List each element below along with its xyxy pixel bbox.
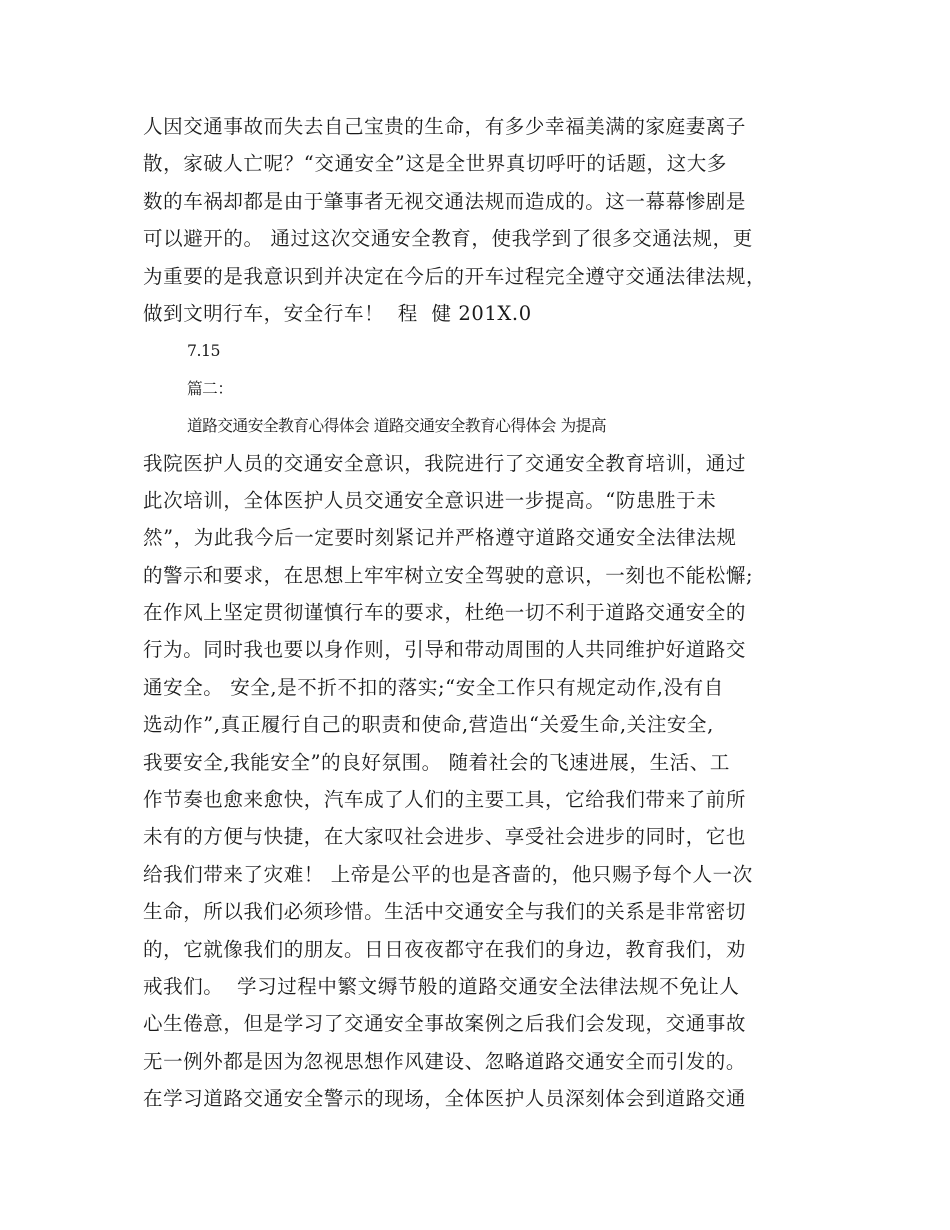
text-line: 此次培训，全体医护人员交通安全意识进一步提高。“防患胜于未	[143, 488, 717, 512]
text-line: 的警示和要求，在思想上牢牢树立安全驾驶的意识，一刻也不能松懈;	[143, 563, 754, 587]
text-line: 生命，所以我们必须珍惜。生活中交通安全与我们的关系是非常密切	[143, 900, 747, 924]
text-line: 篇二：	[187, 378, 233, 398]
text-line: 在学习道路交通安全警示的现场，全体医护人员深刻体会到道路交通	[143, 1087, 747, 1111]
text-line: 散，家破人亡呢？“交通安全”这是全世界真切呼吁的话题，这大多	[143, 152, 727, 176]
text-line: 为重要的是我意识到并决定在今后的开车过程完全遵守交通法律法规，	[143, 264, 767, 288]
text-line: 给我们带来了灾难！ 上帝是公平的也是吝啬的，他只赐予每个人一次	[143, 862, 753, 886]
text-line: 然”，为此我今后一定要时刻紧记并严格遵守道路交通安全法律法规	[143, 526, 737, 550]
text-line: 7.15	[187, 341, 220, 361]
text-line: 道路交通安全教育心得体会 道路交通安全教育心得体会 为提高	[187, 416, 607, 436]
text-line: 的，它就像我们的朋友。日日夜夜都守在我们的身边，教育我们，劝	[143, 937, 747, 961]
text-line: 在作风上坚定贯彻谨慎行车的要求，杜绝一切不利于道路交通安全的	[143, 601, 747, 625]
text-line: 人因交通事故而失去自己宝贵的生命，有多少幸福美满的家庭妻离子	[143, 115, 747, 138]
text-line: 数的车祸却都是由于肇事者无视交通法规而造成的。这一幕幕惨剧是	[143, 189, 747, 213]
text-line: 心生倦意，但是学习了交通安全事故案例之后我们会发现，交通事故	[143, 1012, 747, 1036]
text-line: 选动作”,真正履行自己的职责和使命,营造出“关爱生命,关注安全,	[143, 713, 714, 737]
text-line: 戒我们。 学习过程中繁文缛节般的道路交通安全法律法规不免让人	[143, 974, 740, 998]
text-line: 我院医护人员的交通安全意识，我院进行了交通安全教育培训，通过	[143, 451, 747, 475]
text-line: 我要安全,我能安全”的良好氛围。 随着社会的飞速进展，生活、工	[143, 750, 730, 774]
text-line: 通安全。 安全,是不折不扣的落实;“安全工作只有规定动作,没有自	[143, 675, 724, 699]
document-body	[143, 108, 813, 1118]
text-line: 无一例外都是因为忽视思想作风建设、忽略道路交通安全而引发的。	[143, 1049, 747, 1073]
text-line: 做到文明行车，安全行车！ 程 健 201X.0	[143, 301, 532, 325]
text-line: 作节奏也愈来愈快，汽车成了人们的主要工具，它给我们带来了前所	[143, 788, 747, 812]
text-line: 可以避开的。 通过这次交通安全教育，使我学到了很多交通法规，更	[143, 227, 753, 251]
text-line: 行为。同时我也要以身作则，引导和带动周围的人共同维护好道路交	[143, 638, 747, 662]
text-line: 未有的方便与快捷，在大家叹社会进步、享受社会进步的同时，它也	[143, 825, 747, 849]
